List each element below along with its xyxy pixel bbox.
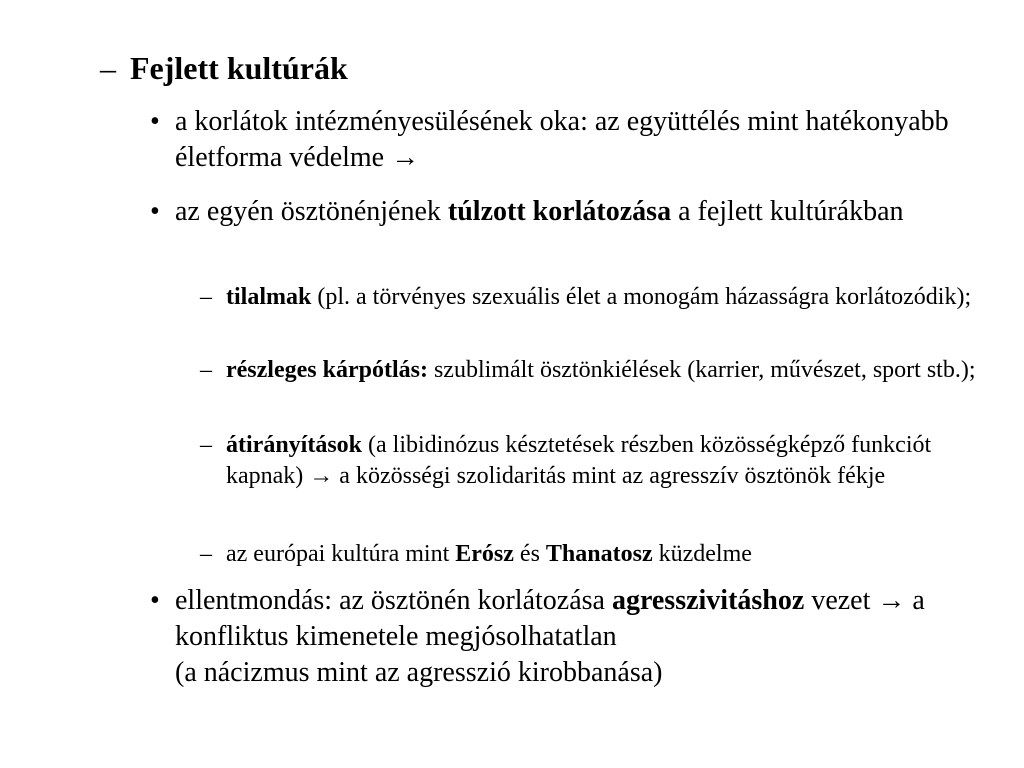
- sub-dash: –: [200, 541, 212, 567]
- bullet-marker: •: [150, 585, 160, 616]
- bold-term: agresszivitáshoz: [611, 585, 805, 616]
- bullet-item-3: [150, 583, 1000, 691]
- sub-item-text: tilalmak (pl. a törvényes szexuális élet a monogám házasságra korlátozódik);: [226, 284, 972, 310]
- bullet-marker: •: [150, 106, 160, 137]
- bullet-text: ellentmondás: az ösztönén korlátozása agresszivitáshoz vezet → a konfliktus kimenetele megjósolhatatlan (a nácizmus mint az agresszió kirobbanása): [175, 585, 925, 688]
- bullet-marker: •: [150, 196, 160, 227]
- sub-dash: –: [200, 432, 212, 458]
- bold-term: Thanatosz: [545, 541, 653, 567]
- sub-item-2: [200, 355, 980, 386]
- bold-term: túlzott korlátozása: [447, 196, 672, 227]
- bullet-item-1: [150, 104, 1000, 176]
- bullet-text-line2: (a nácizmus mint az agresszió kirobbanása): [175, 657, 663, 688]
- bullet-text: az egyén ösztönénjének túlzott korlátozása a fejlett kultúrákban: [175, 196, 904, 227]
- sub-item-3: [200, 430, 980, 492]
- bold-term: átirányítások: [226, 432, 363, 458]
- sub-item-text: az európai kultúra mint Erósz és Thanatosz küzdelme: [226, 541, 752, 567]
- section-heading: [100, 48, 348, 88]
- sub-item-1: [200, 282, 980, 313]
- bullet-text: a korlátok intézményesülésének oka: az együttélés mint hatékonyabb életforma védelme →: [175, 106, 949, 173]
- heading-text: Fejlett kultúrák: [130, 50, 348, 86]
- heading-dash: –: [100, 50, 116, 86]
- bold-term: tilalmak: [226, 284, 312, 310]
- bullet-item-2: [150, 194, 1000, 230]
- sub-item-4: [200, 539, 980, 570]
- bold-term: részleges kárpótlás:: [226, 357, 428, 383]
- sub-dash: –: [200, 357, 212, 383]
- bold-term: Erósz: [455, 541, 514, 567]
- sub-item-text: átirányítások (a libidinózus késztetések részben közösségképző funkciót kapnak) → a közösségi szolidaritás mint az agresszív ösztönök fékje: [226, 432, 932, 489]
- sub-dash: –: [200, 284, 212, 310]
- sub-item-text: részleges kárpótlás: szublimált ösztönkiélések (karrier, művészet, sport stb.);: [226, 357, 976, 383]
